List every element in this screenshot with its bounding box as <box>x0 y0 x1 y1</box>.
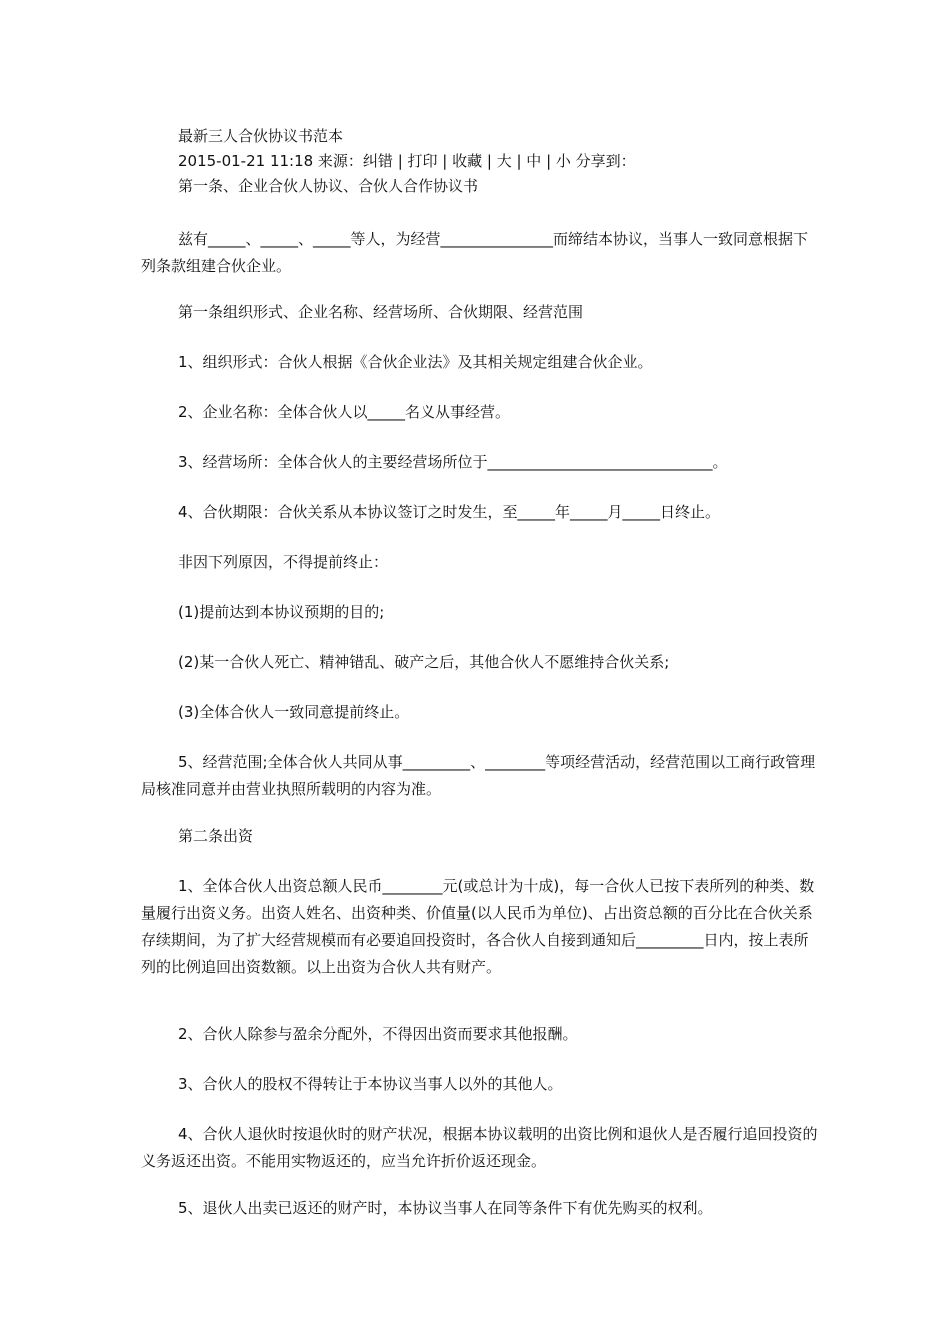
article-2-item-5: 5、退伙人出卖已返还的财产时，本协议当事人在同等条件下有优先购买的权利。 <box>178 1199 713 1217</box>
article-1-item-5: 5、经营范围;全体合伙人共同从事_________、________等项经营活动，经营范围以工商行政管理局核准同意并由营业执照所载明的内容为准。 <box>141 753 816 798</box>
termination-intro: 非因下列原因，不得提前终止： <box>178 553 389 571</box>
article-2-item-1: 1、全体合伙人出资总额人民币________元(或总计为十成)，每一合伙人已按下表所列的种类、数量履行出资义务。出资人姓名、出资种类、价值量(以人民币为单位)、占出资总额的百分比在合伙关系存续期间，为了扩大经营规模而有必要追回投资时，各合伙人自接到通知后_________日内，按上表所列的比例追回出资数额。以上出资为合伙人共有财产。 <box>141 877 815 976</box>
article-2-item-3: 3、合伙人的股权不得转让于本协议当事人以外的其他人。 <box>178 1075 563 1093</box>
article-1-title: 第一条组织形式、企业名称、经营场所、合伙期限、经营范围 <box>178 303 584 321</box>
termination-reason-1: (1)提前达到本协议预期的目的; <box>178 603 385 621</box>
article-1-item-1: 1、组织形式：合伙人根据《合伙企业法》及其相关规定组建合伙企业。 <box>178 353 653 371</box>
termination-reason-3: (3)全体合伙人一致同意提前终止。 <box>178 703 410 721</box>
article-2-item-2: 2、合伙人除参与盈余分配外，不得因出资而要求其他报酬。 <box>178 1025 578 1043</box>
article-2-title: 第二条出资 <box>178 827 254 845</box>
meta-line: 2015-01-21 11:18 来源：纠错 | 打印 | 收藏 | 大 | 中 | 小 分享到： <box>178 152 636 170</box>
termination-reason-2: (2)某一合伙人死亡、精神错乱、破产之后，其他合伙人不愿维持合伙关系; <box>178 653 670 671</box>
article-2-item-4: 4、合伙人退伙时按退伙时的财产状况，根据本协议载明的出资比例和退伙人是否履行追回投资的义务返还出资。不能用实物返还的，应当允许折价返还现金。 <box>141 1125 818 1170</box>
article-1-item-3: 3、经营场所：全体合伙人的主要经营场所位于______________________________。 <box>178 453 728 471</box>
section-heading: 第一条、企业合伙人协议、合伙人合作协议书 <box>178 177 479 195</box>
article-1-item-4: 4、合伙期限：合伙关系从本协议签订之时发生，至_____年_____月_____日终止。 <box>178 503 721 521</box>
intro-paragraph: 兹有_____、_____、_____等人，为经营_______________而缔结本协议，当事人一致同意根据下列条款组建合伙企业。 <box>141 230 809 275</box>
article-1-item-2: 2、企业名称：全体合伙人以_____名义从事经营。 <box>178 403 511 421</box>
document-title: 最新三人合伙协议书范本 <box>178 127 344 145</box>
